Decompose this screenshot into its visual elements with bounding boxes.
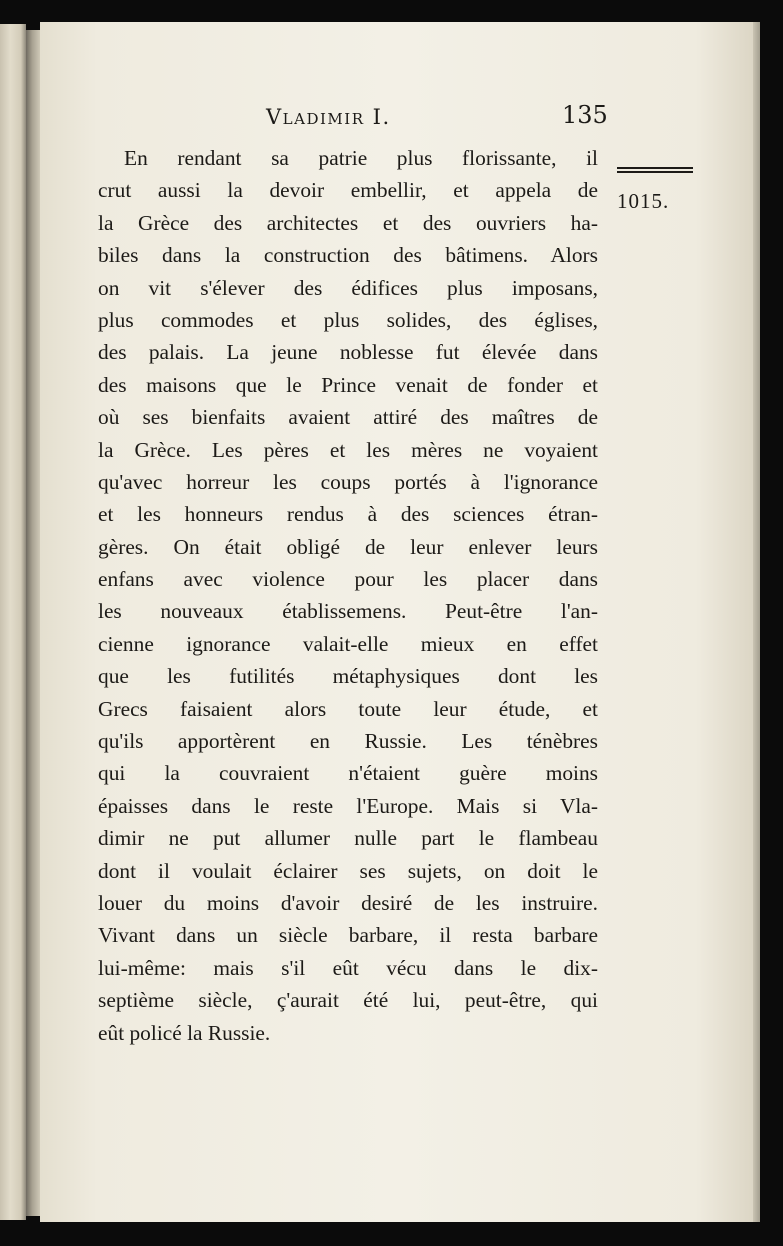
- text-line: cienne ignorance valait-elle mieux en effet: [98, 631, 598, 656]
- text-line: eût policé la Russie.: [98, 1020, 271, 1045]
- book-page: [40, 22, 753, 1222]
- text-line: la Grèce des architectes et des ouvriers ha-: [98, 210, 598, 235]
- text-line: dimir ne put allumer nulle part le flambeau: [98, 826, 598, 851]
- text-line: les nouveaux établissemens. Peut-être l'an-: [98, 599, 598, 624]
- text-line: louer du moins d'avoir desiré de les instruire.: [98, 890, 598, 915]
- previous-page-edge: [0, 24, 26, 1220]
- body-text: [98, 142, 598, 1049]
- text-line: gères. On était obligé de leur enlever leurs: [98, 534, 598, 559]
- text-line: lui-même: mais s'il eût vécu dans le dix-: [98, 955, 598, 980]
- text-line: En rendant sa patrie plus florissante, il: [124, 146, 598, 170]
- text-line: biles dans la construction des bâtimens. Alors: [98, 243, 598, 268]
- text-line: on vit s'élever des édifices plus imposans,: [98, 275, 598, 300]
- text-line: la Grèce. Les pères et les mères ne voyaient: [98, 437, 598, 462]
- page-edge: [752, 22, 760, 1222]
- text-line: enfans avec violence pour les placer dans: [98, 567, 598, 592]
- text-line: des maisons que le Prince venait de fonder et: [98, 372, 598, 397]
- running-head: [40, 97, 753, 137]
- text-line: crut aussi la devoir embellir, et appela de: [98, 178, 598, 203]
- text-line: que les futilités métaphysiques dont les: [98, 664, 598, 689]
- margin-year: 1015.: [617, 189, 670, 213]
- text-line: qu'ils apportèrent en Russie. Les ténèbres: [98, 729, 598, 754]
- text-line: Grecs faisaient alors toute leur étude, et: [98, 696, 598, 721]
- text-line: septième siècle, ç'aurait été lui, peut-être, qui: [98, 988, 598, 1013]
- page-number: 135: [562, 101, 608, 129]
- text-line: et les honneurs rendus à des sciences étran-: [98, 502, 598, 527]
- text-line: des palais. La jeune noblesse fut élevée dans: [98, 340, 598, 365]
- text-line: plus commodes et plus solides, des églises,: [98, 307, 598, 332]
- text-line: où ses bienfaits avaient attiré des maîtres de: [98, 405, 598, 430]
- text-line: qu'avec horreur les coups portés à l'ignorance: [98, 469, 598, 494]
- running-title: Vladimir I.: [266, 105, 391, 129]
- text-line: dont il voulait éclairer ses sujets, on doit le: [98, 858, 598, 883]
- margin-rule: [617, 167, 693, 175]
- text-line: qui la couvraient n'étaient guère moins: [98, 761, 598, 786]
- text-line: Vivant dans un siècle barbare, il resta barbare: [98, 923, 598, 948]
- text-line: épaisses dans le reste l'Europe. Mais si Vla-: [98, 793, 598, 818]
